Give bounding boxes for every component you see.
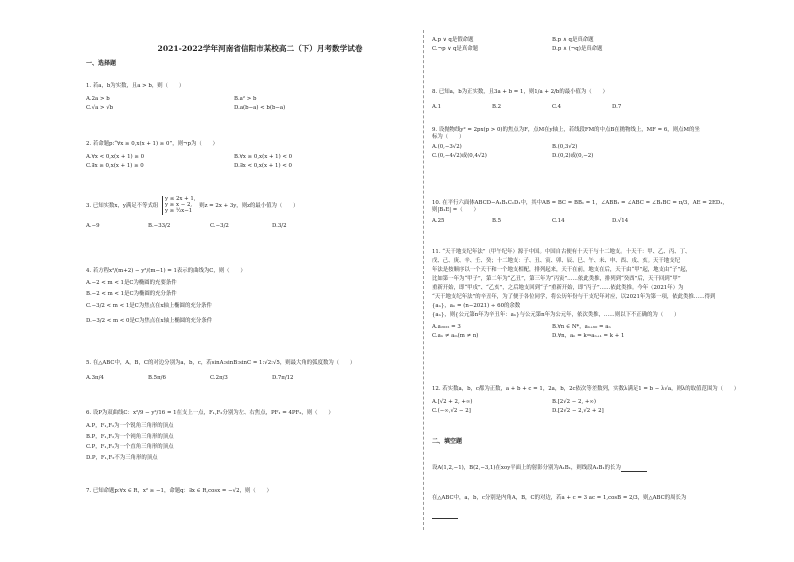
option-a: A.P，F₁,F₂为一个锐角三角形的顶点 [86, 422, 174, 429]
page-title: 2021-2022学年河南省信阳市某校高二（下）月考数学试卷 [157, 44, 363, 53]
option-c: C.P，F₁,F₂为一个直角三角形的顶点 [86, 444, 174, 451]
option-b: B.a² > b [234, 95, 257, 102]
inequality-system [162, 196, 196, 215]
option-a: A.[√2 + 2, +∞) [432, 398, 473, 405]
question-13 [432, 465, 754, 472]
inequality: y ≥ ½x−1 [164, 208, 193, 215]
option-c: C.14 [552, 217, 565, 224]
question-stem: 6. 设P为双曲线C：x²/9 − y²/16 = 1在支上一点，F₁,F₂分别为左、右焦点，PF₁ = 4PF₂，则（ ） [86, 410, 334, 416]
question-6 [86, 410, 404, 462]
options [432, 324, 754, 342]
option-b: B.∀x ≥ 0,x(x + 1) < 0 [234, 153, 293, 160]
options [86, 154, 404, 172]
option-c: C.(−∞,√2 − 2] [432, 407, 471, 414]
option-c: C.−3/2 [210, 222, 229, 229]
question-stem: 1. 若a，b为实数，且a > b，则（ ） [86, 83, 185, 89]
stem-part: 则z = 2x + 3y，则z的最小值为（ ） [199, 202, 299, 209]
stem-line: 戊、己、庚、辛、壬、癸；十二地支：子、丑、寅、卯、辰、巳、午、未、申、酉、戌、亥。天干地支纪 [432, 257, 680, 264]
option-d: D.a(b−a) < b(b−a) [234, 104, 286, 111]
option-a: A.−2 < m < 1是C为椭圆的充要条件 [86, 279, 177, 286]
option-b: B.2 [492, 103, 502, 110]
option-d: D.√14 [612, 217, 629, 224]
options [86, 375, 404, 384]
option-b: B.[2√2 − 2, +∞) [552, 398, 596, 405]
option-a: A.1 [432, 103, 442, 110]
option-b: B.5 [492, 217, 502, 224]
question-stem-cont: 标为（ ） [432, 133, 465, 140]
option-d: D.−3/2 < m < 0是C为焦点在x轴上椭圆的充分条件 [86, 318, 213, 324]
question-5 [86, 360, 404, 384]
option-c: C.2π/3 [210, 374, 228, 381]
question-7-options [432, 37, 754, 55]
option-a: A.2a > b [86, 95, 110, 102]
question-1 [86, 83, 404, 114]
option-b: B.−33/2 [148, 222, 171, 229]
options [432, 104, 754, 113]
section-heading: 二、填空题 [432, 438, 463, 445]
option-d: D.(0,2)或(0,−2) [552, 152, 594, 159]
answer-line [432, 512, 754, 519]
question-4 [86, 268, 404, 325]
options [432, 144, 754, 162]
question-11 [432, 249, 754, 342]
stem-line: 年法是按顺序以一个天干和一个地支相配，排列起来，天干在前，地支在后，天干由“甲”起，地支由“子”起， [432, 266, 691, 273]
question-stem: 8. 已知a，b为正实数，且3a + b = 1，则1/a + 2/b的最小值为（ ） [432, 89, 608, 95]
question-2 [86, 141, 404, 172]
option-d: D.[2√2 − 2,√2 + 2] [552, 407, 604, 414]
option-b: B.P，F₁,F₂为一个钝角三角形的顶点 [86, 433, 174, 440]
stem-text: 设A(1,2,−1)，B(2,−3,1)在xoy平面上的射影分别为A₁B₁，则线段A₁B₁的长为 [432, 465, 621, 471]
stem-line: 11. “天干地支纪年法”（甲午纪年）源于中国。中国自古便有十天干与十二地支。十天干：甲、乙、丙、丁、 [432, 249, 691, 255]
option-a: A.−9 [86, 222, 100, 229]
option-d: D.7 [612, 103, 622, 110]
option-a: A.∀x < 0,x(x + 1) ≥ 0 [86, 153, 145, 160]
section-choice [86, 60, 404, 68]
options [86, 223, 404, 232]
option-d: D.P，F₁,F₂不为三角形的顶点 [86, 455, 158, 461]
question-stem: 12. 若实数a，b，c都为正数，a + b + c = 1，2a，b，2c依次等差数列，实数λ满足1 = b − λ√a，则λ的取值范围为（ ） [432, 386, 740, 392]
question-14 [432, 495, 754, 519]
question-9 [432, 127, 754, 162]
option-d: D.p ∧ (¬q)是真命题 [552, 46, 603, 52]
option-a: A.a₂₀₂₂ = 3 [432, 324, 461, 331]
options [432, 218, 754, 227]
option-d: D.3/2 [272, 222, 287, 229]
section-fill [432, 438, 754, 446]
options [86, 423, 404, 462]
question-stem: 7. 已知命题p:∀x ∈ R，x² ≥ −1，命题q：∃x ∈ R,cosx = −√2，则（ ） [86, 488, 272, 494]
stem-line: {aₙ}，aₙ = (n−2021) ÷ 60的余数 [432, 302, 521, 309]
question-10 [432, 200, 754, 227]
option-d: D.∃x < 0,x(x + 1) < 0 [234, 162, 292, 169]
answer-blank [621, 466, 647, 472]
options [86, 280, 404, 325]
question-stem [86, 196, 404, 215]
question-stem: 5. 在△ABC中，A，B，C的对边分别为a，b，c，若sinA:sinB:sinC = 1:√2:√5，则最大角的弧度数为（ ） [86, 360, 356, 366]
question-stem: 4. 若方程x²/(m+2) − y²/(m−1) = 1表示的曲线为C，则（ ） [86, 268, 246, 274]
question-3 [86, 196, 404, 232]
stem-line: 比如第一年为“甲子”，第二年为“乙丑”，第三年为“丙寅”……依此类推，排列到“癸酉”后，天干回到“甲” [432, 275, 681, 282]
option-b: B.(0,3√2) [552, 143, 578, 150]
question-7 [86, 488, 404, 495]
question-stem-cont: 则|B₁E| =（ ） [432, 206, 479, 213]
question-12 [432, 386, 754, 417]
stem-line: {aₙ}，则{公元第n年为辛丑年：aₙ}与公元第n年为公元年，依次类推，……则以下不正确的为（ ） [432, 311, 680, 318]
stem-line: 重新开始，即“甲戌”、“乙亥”，之后地支回到“子”重新开始，即“丙子”……依此类推。今年（2021年）为 [432, 284, 684, 291]
question-stem [432, 465, 754, 472]
question-8 [432, 89, 754, 113]
option-c: C.aₙ ≠ aₘ(m ≠ n) [432, 333, 479, 340]
option-a: A.25 [432, 217, 445, 224]
stem-text: 在△ABC中，a，b，c分别是内角A，B，C的对边，若a + c = 3 ac = 1,cosB = 2/3，则△ABC的周长为 [432, 495, 687, 501]
option-c: C.∃x ≥ 0,x(x + 1) ≥ 0 [86, 162, 144, 169]
column-divider [423, 30, 424, 530]
option-b: B.p ∧ q是真命题 [552, 37, 594, 43]
option-c: C.√a > √b [86, 104, 114, 111]
inequality: y ≤ 2x + 1, [164, 196, 196, 202]
option-c: C.(0,−4√2)或(0,4√2) [432, 152, 487, 159]
option-c: C.4 [552, 103, 562, 110]
answer-blank [432, 513, 458, 519]
option-b: B.∀n ∈ N*，aₙ₊₆₀ = aₙ [552, 324, 611, 331]
option-a: A.p ∨ q是假命题 [432, 37, 474, 43]
option-d: D.7π/12 [272, 374, 294, 381]
options [86, 96, 404, 114]
option-c: C.¬p ∨ q是真命题 [432, 46, 478, 52]
stem-line: “天干地支纪年法”的辛丑年，为了便于各位同学，将公历年份与干支纪年对应，以2021年为第一项，依此类推……得到 [432, 293, 716, 300]
stem-part: 3. 已知实数x，y满足不等式组 [86, 202, 159, 209]
section-heading: 一、选择题 [86, 60, 117, 67]
question-stem: 9. 设抛物线y² = 2px(p > 0)的焦点为F，点M在y轴上，若线段FM的中点B在抛物线上，MF = 6，则点M的坐 [432, 127, 700, 133]
question-stem [432, 495, 754, 502]
option-b: B.5π/6 [148, 374, 166, 381]
option-c: C.−3/2 < m < 1是C为焦点在x轴上椭圆的充分条件 [86, 303, 212, 310]
question-stem: 10. 在平行六面体ABCD−A₁B₁C₁D₁中，其中AB = BC = BB₁ = 1，∠ABB₁ = ∠ABC = ∠B₁BC = π/3，AE = 2ED₁， [432, 200, 728, 206]
option-a: A.(0,−3√2) [432, 143, 462, 150]
inequality: y ≥ x − 2, [164, 202, 193, 209]
question-stem: 2. 若命题p:“∀x ≥ 0,x(x + 1) ≥ 0”，则¬p为（ ） [86, 141, 218, 147]
option-b: B.−2 < m < 1是C为椭圆的充分条件 [86, 290, 177, 297]
option-d: D.∀n，aₙ = k⇒aₙ₊₁ = k + 1 [552, 333, 625, 340]
options [432, 399, 754, 417]
option-a: A.3π/4 [86, 374, 104, 381]
